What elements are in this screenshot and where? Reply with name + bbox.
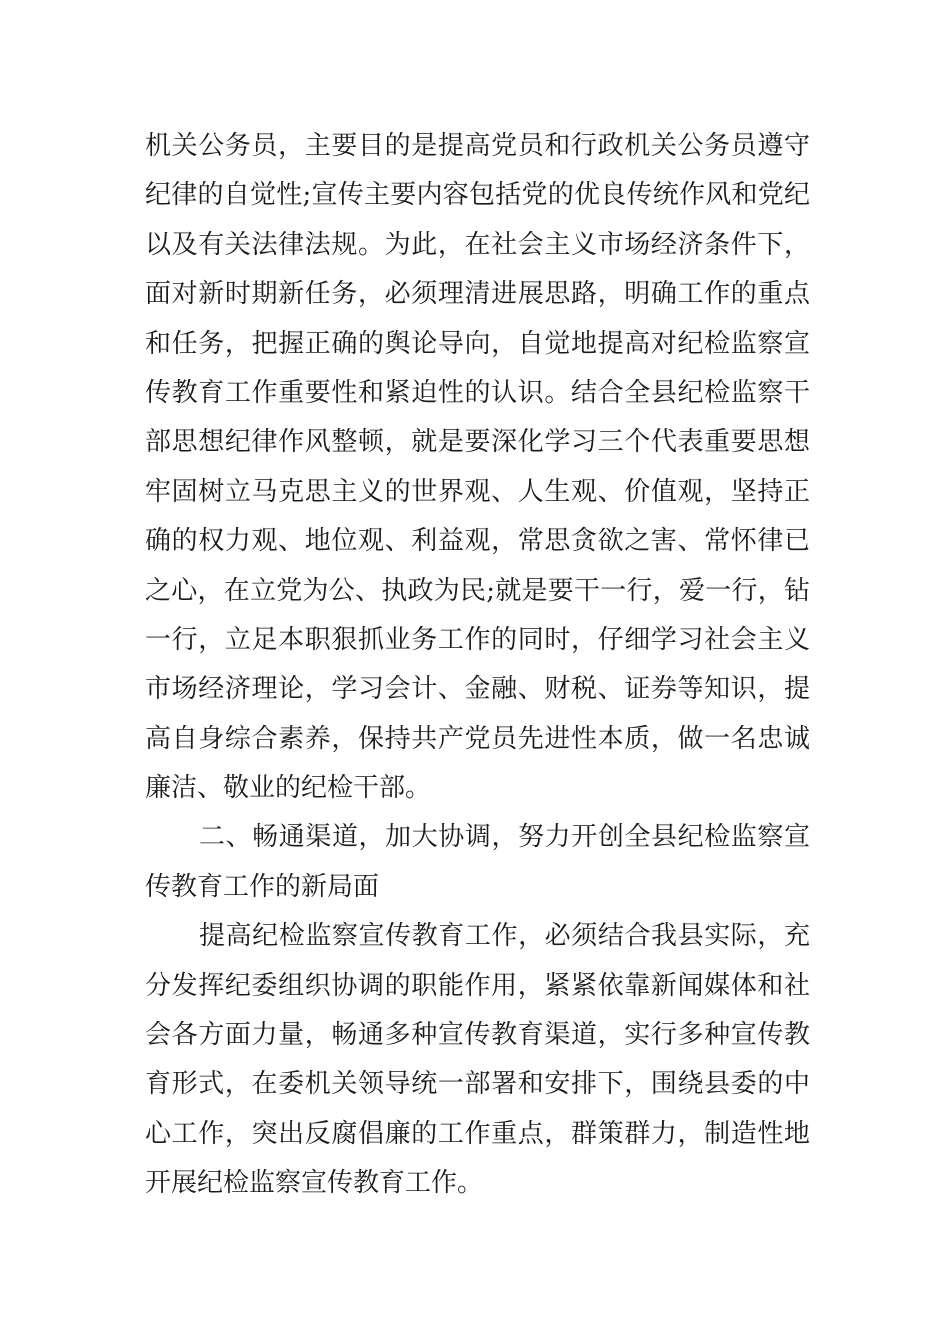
document-body xyxy=(145,122,810,1209)
text-line: 传教育工作重要性和紧迫性的认识。结合全县纪检监察干 xyxy=(145,377,810,408)
text-line: 高自身综合素养，保持共产党员先进性本质，做一名忠诚 xyxy=(145,723,810,754)
text-line: 提高纪检监察宣传教育工作，必须结合我县实际，充 xyxy=(199,921,810,952)
section-heading xyxy=(145,813,810,912)
text-line: 纪律的自觉性;宣传主要内容包括党的优良传统作风和党纪 xyxy=(145,180,810,211)
text-line: 开展纪检监察宣传教育工作。 xyxy=(145,1168,484,1199)
text-line: 确的权力观、地位观、利益观，常思贪欲之害、常怀律已 xyxy=(145,526,810,557)
text-line: 部思想纪律作风整顿，就是要深化学习三个代表重要思想 xyxy=(145,427,810,458)
text-line: 心工作，突出反腐倡廉的工作重点，群策群力，制造性地 xyxy=(145,1118,810,1149)
paragraph-continuation xyxy=(145,122,810,813)
heading-line: 二、畅通渠道，加大协调，努力开创全县纪检监察宣 xyxy=(199,822,810,853)
text-line: 会各方面力量，畅通多种宣传教育渠道，实行多种宣传教 xyxy=(145,1020,810,1051)
text-line: 之心，在立党为公、执政为民;就是要干一行，爱一行，钻 xyxy=(145,575,810,606)
text-line: 牢固树立马克思主义的世界观、人生观、价值观，坚持正 xyxy=(145,476,810,507)
text-line: 机关公务员，主要目的是提高党员和行政机关公务员遵守 xyxy=(145,131,810,161)
heading-line: 传教育工作的新局面 xyxy=(145,871,380,902)
text-line: 和任务，把握正确的舆论导向，自觉地提高对纪检监察宣 xyxy=(145,328,810,359)
text-line: 一行，立足本职狠抓业务工作的同时，仔细学习社会主义 xyxy=(145,624,810,655)
text-line: 市场经济理论，学习会计、金融、财税、证券等知识，提 xyxy=(145,674,810,705)
text-line: 面对新时期新任务，必须理清进展思路，明确工作的重点 xyxy=(145,279,810,310)
paragraph xyxy=(145,912,810,1208)
text-line: 廉洁、敬业的纪检干部。 xyxy=(145,773,432,804)
text-line: 以及有关法律法规。为此，在社会主义市场经济条件下， xyxy=(145,229,810,260)
text-line: 育形式，在委机关领导统一部署和安排下，围绕县委的中 xyxy=(145,1069,810,1100)
text-line: 分发挥纪委组织协调的职能作用，紧紧依靠新闻媒体和社 xyxy=(145,970,810,1001)
